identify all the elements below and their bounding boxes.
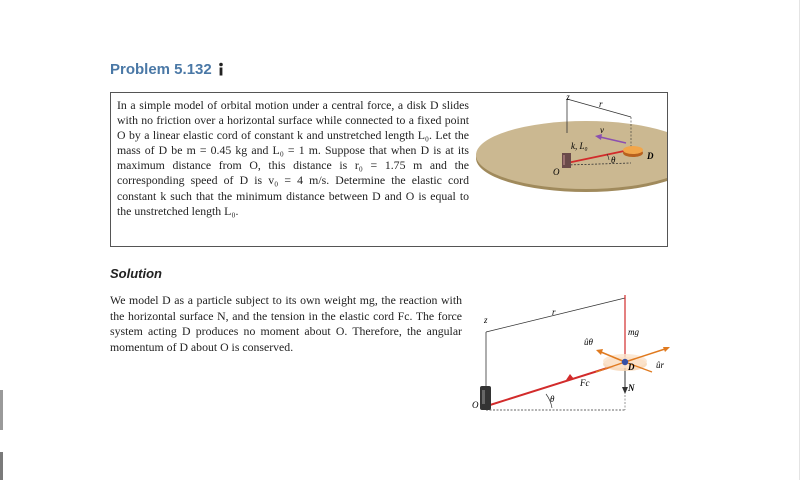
fig-label-theta: θ <box>611 155 616 165</box>
window-edge-marker <box>0 390 3 430</box>
solution-heading: Solution <box>110 266 162 281</box>
sol-label-d: D <box>628 362 635 372</box>
sol-label-theta: θ <box>550 394 555 404</box>
sol-label-u-r: ûr <box>656 360 665 370</box>
solution-text: We model D as a particle subject to its own weight mg, the reaction with the horizontal surface N, and the tension in the elastic cord Fc. The force system acting D produces no moment about O. Therefore, the angular momentum of D about O is conserved. <box>110 293 462 354</box>
sol-label-o: O <box>472 400 479 410</box>
fig-label-d: D <box>647 151 654 161</box>
problem-statement: In a simple model of orbital motion under a central force, a disk D slides with no friction over a horizontal surface while connected to a fixed point O by a linear elastic cord of constant k and unstretched length L₀. Let the mass of D be m = 0.45 kg and L₀ = 1 m. Suppose that when D is at its maximum distance from O, this distance is r₀ = 1.75 m and the corresponding speed of D is v₀ = 4 m/s. Determine the elastic cord constant k such that the minimum distance between D and O is equal to the unstretched length L₀. <box>117 98 469 218</box>
problem-figure <box>471 93 667 246</box>
info-icon[interactable] <box>216 62 226 77</box>
sol-label-r: r <box>552 307 556 317</box>
sol-label-n: N <box>628 383 635 393</box>
fig-label-r: r <box>599 99 603 109</box>
window-edge-marker <box>0 452 3 480</box>
problem-title-text: Problem 5.132 <box>110 61 212 78</box>
solution-figure <box>470 290 670 420</box>
sol-label-u-theta: ûθ <box>584 337 593 347</box>
sol-label-mg: mg <box>628 327 639 337</box>
sol-label-z: z <box>484 315 488 325</box>
problem-box <box>110 92 668 247</box>
fig-label-z: z <box>566 93 570 102</box>
problem-title <box>110 61 226 78</box>
fig-label-o: O <box>553 167 560 177</box>
fig-label-k-l0: k, L₀ <box>571 141 588 151</box>
fig-label-v: v <box>600 125 604 135</box>
sol-label-fc: Fc <box>580 378 590 388</box>
